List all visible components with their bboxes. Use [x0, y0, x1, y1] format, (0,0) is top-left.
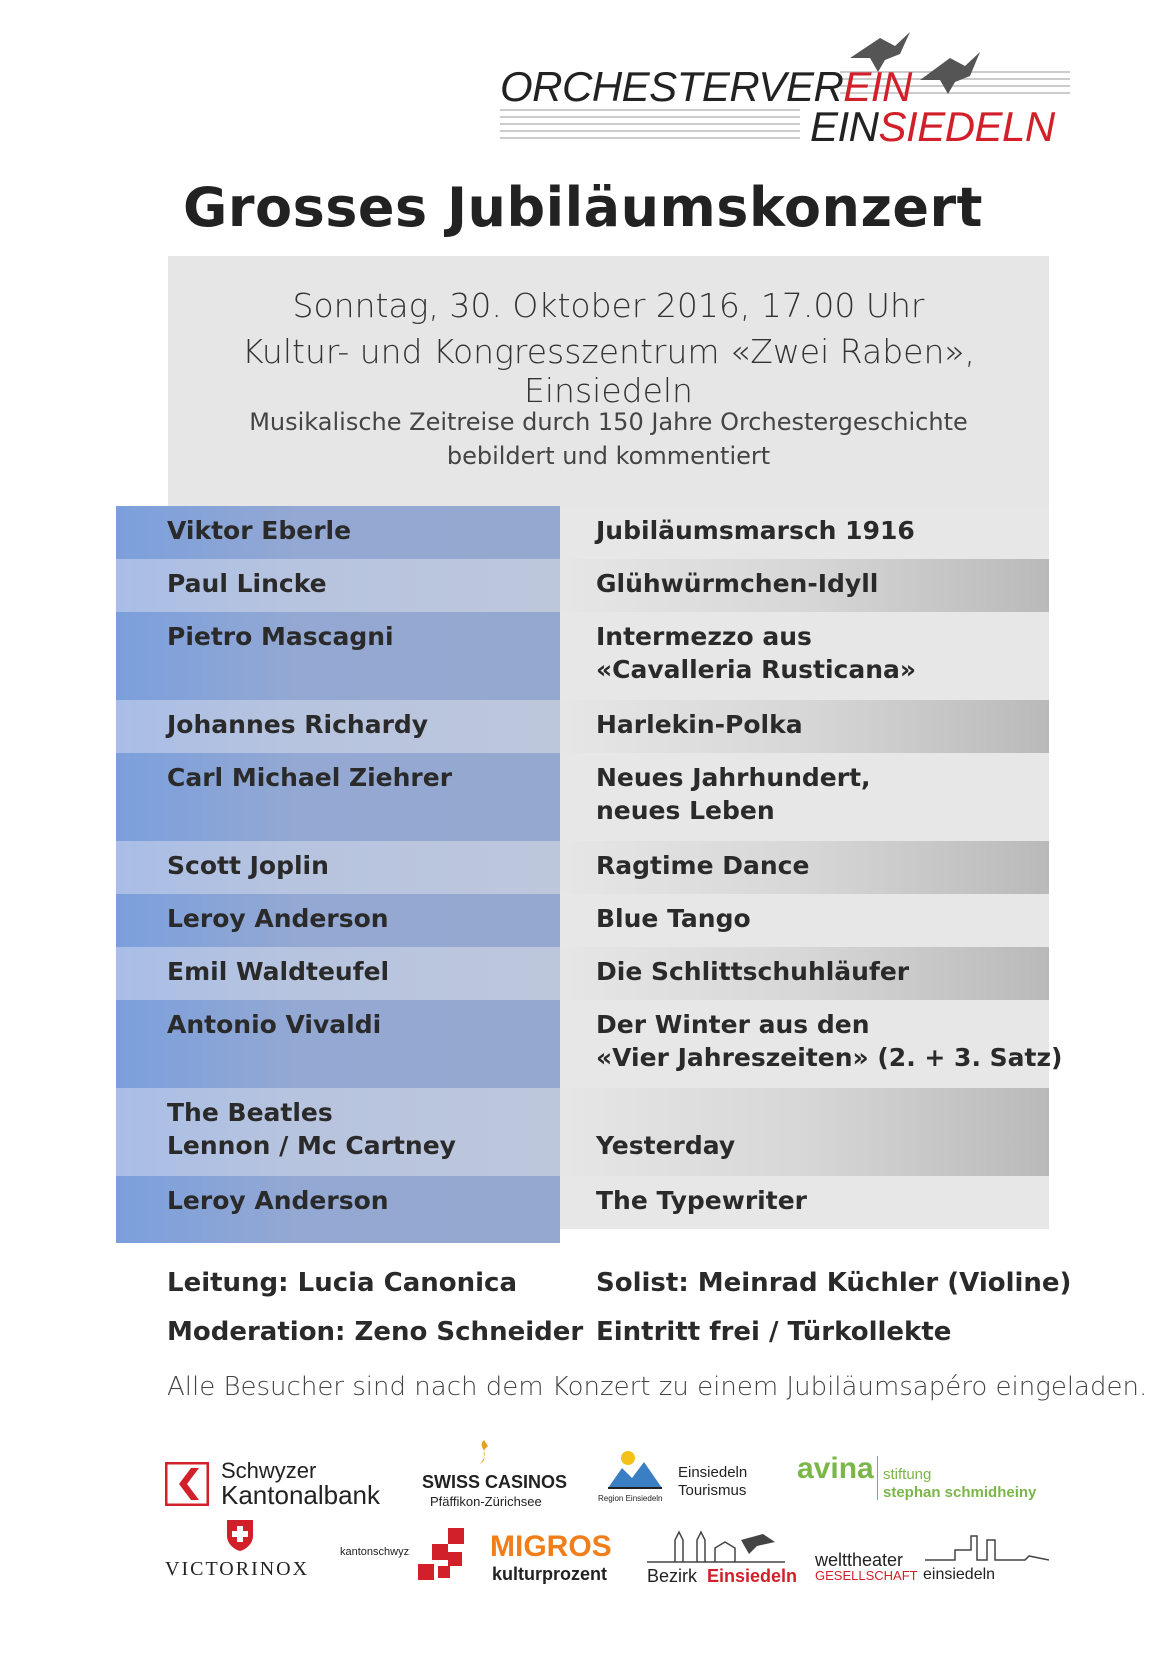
program-row	[116, 753, 1049, 841]
solist-credit: Solist: Meinrad Küchler (Violine)	[596, 1268, 1072, 1298]
concert-venue: Kultur- und Kongresszentrum «Zwei Raben», Einsiedeln	[241, 332, 976, 410]
work-cell	[560, 1088, 1049, 1176]
program-row	[116, 841, 1049, 894]
sponsor-welttheater: welttheater GESELLSCHAFT einsiedeln	[815, 1530, 1055, 1590]
program-row	[116, 559, 1049, 612]
sponsor-swiss-casinos: SWISS CASINOS Pfäffikon-Zürichsee	[420, 1438, 570, 1508]
composer-cell	[116, 947, 560, 1000]
work-title: Glühwürmchen-Idyll	[596, 569, 879, 598]
composer-cell	[116, 1000, 560, 1088]
concert-date: Sonntag, 30. Oktober 2016, 17.00 Uhr	[292, 286, 925, 325]
szkb-logo-icon	[165, 1462, 209, 1506]
work-cell	[560, 612, 1049, 700]
work-cell	[560, 947, 1049, 1000]
welttheater-skyline-icon	[925, 1530, 1049, 1566]
sponsor-einsiedeln-tourismus: Region Einsiedeln Einsiedeln Tourismus	[598, 1448, 758, 1508]
casinos-flame-icon	[470, 1438, 498, 1466]
work-cell	[560, 841, 1049, 894]
composer-column-footer	[116, 1229, 560, 1243]
work-title: Ragtime Dance	[596, 851, 810, 880]
kanton-schwyz-logo-icon	[412, 1528, 468, 1584]
program-row	[116, 612, 1049, 700]
work-cell	[560, 1176, 1049, 1229]
composer-name: Antonio Vivaldi	[167, 1010, 382, 1039]
sponsor-victorinox: VICTORINOX	[165, 1518, 325, 1580]
subtitle-line1: Musikalische Zeitreise durch 150 Jahre Orchestergeschichte	[249, 408, 968, 436]
composer-name: Leroy Anderson	[167, 1186, 389, 1215]
program-row	[116, 506, 1049, 559]
tourismus-logo-icon	[604, 1448, 666, 1492]
composer-name: Pietro Mascagni	[167, 622, 394, 651]
composer-cell	[116, 506, 560, 559]
composer-name: Scott Joplin	[167, 851, 329, 880]
program-row	[116, 894, 1049, 947]
composer-name: Leroy Anderson	[167, 904, 389, 933]
sponsor-kanton-schwyz: kantonschwyz	[340, 1528, 470, 1584]
composer-name: The Beatles Lennon / Mc Cartney	[167, 1098, 456, 1160]
composer-cell	[116, 894, 560, 947]
subtitle-line2: bebildert und kommentiert	[446, 442, 771, 470]
concert-title: Grosses Jubiläumskonzert	[183, 176, 983, 239]
program-row	[116, 1000, 1063, 1088]
work-cell	[560, 753, 1049, 841]
program-row	[116, 700, 1049, 753]
composer-name: Paul Lincke	[167, 569, 327, 598]
work-title: Blue Tango	[596, 904, 751, 933]
program-row	[116, 1176, 1049, 1229]
work-title: Yesterday	[596, 1131, 736, 1160]
composer-cell	[116, 700, 560, 753]
work-title: Neues Jahrhundert, neues Leben	[596, 763, 871, 825]
sponsor-migros: MIGROS kulturprozent	[490, 1530, 612, 1584]
moderation-credit: Moderation: Zeno Schneider	[167, 1317, 584, 1347]
work-cell	[560, 894, 1049, 947]
composer-cell	[116, 612, 560, 700]
work-title: Jubiläumsmarsch 1916	[596, 516, 915, 545]
composer-cell	[116, 1088, 560, 1176]
composer-cell	[116, 753, 560, 841]
work-title: Intermezzo aus «Cavalleria Rusticana»	[596, 622, 917, 684]
composer-name: Viktor Eberle	[167, 516, 352, 545]
composer-cell	[116, 1176, 560, 1229]
composer-cell	[116, 841, 560, 894]
composer-name: Emil Waldteufel	[167, 957, 390, 986]
work-cell	[560, 700, 1049, 753]
apero-note: Alle Besucher sind nach dem Konzert zu einem Jubiläumsapéro eingeladen.	[167, 1372, 1148, 1402]
program-row	[116, 1088, 1049, 1176]
work-cell	[560, 506, 1049, 559]
logo-line1: ORCHESTERVEREIN	[500, 63, 912, 110]
composer-cell	[116, 559, 560, 612]
composer-name: Carl Michael Ziehrer	[167, 763, 453, 792]
logo-line2: EINSIEDELN	[810, 103, 1055, 150]
work-title: Die Schlittschuhläufer	[596, 957, 910, 986]
eintritt-credit: Eintritt frei / Türkollekte	[596, 1317, 952, 1347]
sponsor-avina: avina stiftung stephan schmidheiny	[797, 1452, 1037, 1501]
staff-lines-decoration	[500, 106, 800, 142]
work-title: Harlekin-Polka	[596, 710, 803, 739]
work-cell	[560, 559, 1049, 612]
sponsor-szkb: Schwyzer Kantonalbank	[165, 1460, 385, 1510]
work-cell	[560, 1000, 1063, 1088]
work-title: The Typewriter	[596, 1186, 807, 1215]
orchesterverein-logo	[500, 28, 1060, 148]
program-row	[116, 947, 1049, 1000]
work-title: Der Winter aus den «Vier Jahreszeiten» (2. + 3. Satz)	[596, 1010, 1063, 1072]
bezirk-skyline-icon	[645, 1530, 791, 1564]
info-box	[168, 256, 1049, 506]
leitung-credit: Leitung: Lucia Canonica	[167, 1268, 517, 1298]
sponsor-bezirk-einsiedeln: Bezirk Einsiedeln	[645, 1530, 795, 1590]
composer-name: Johannes Richardy	[167, 710, 429, 739]
victorinox-shield-icon	[225, 1518, 255, 1552]
